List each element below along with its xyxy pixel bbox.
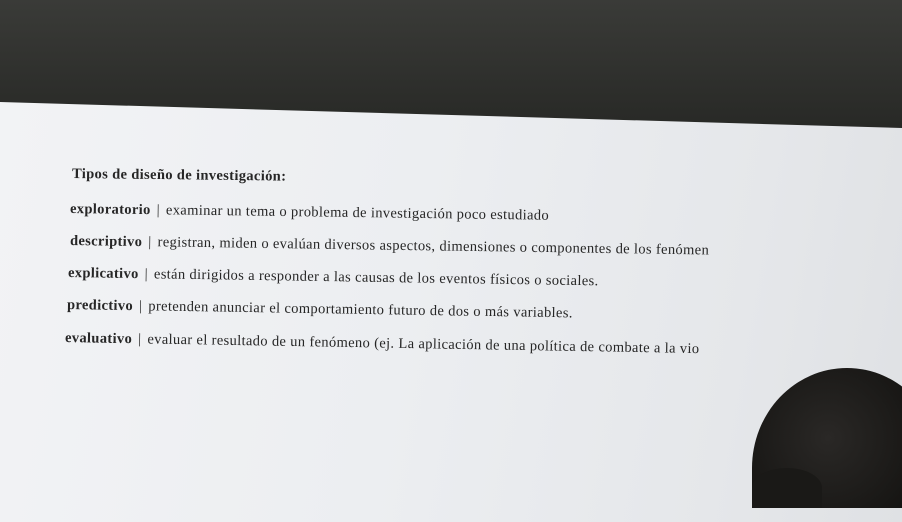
item-term: predictivo — [66, 297, 134, 315]
list-item-explicativo — [68, 265, 599, 290]
list-item-exploratorio — [70, 201, 549, 225]
item-separator: | — [137, 331, 142, 348]
list-item-evaluativo — [65, 330, 700, 358]
list-item-predictivo — [67, 297, 573, 322]
item-description: examinar un tema o problema de investigación poco estudiado — [165, 202, 550, 224]
item-term: explicativo — [67, 265, 139, 283]
item-separator: | — [138, 298, 143, 315]
item-description: registran, miden o evalúan diversos aspectos, dimensiones o componentes de los fenómen — [157, 234, 710, 259]
list-item-descriptivo — [70, 233, 709, 259]
item-term: evaluativo — [64, 330, 133, 348]
item-term: descriptivo — [69, 233, 143, 251]
item-term: exploratorio — [69, 201, 151, 219]
item-separator: | — [156, 202, 161, 219]
item-description: están dirigidos a responder a las causas de los eventos físicos o sociales. — [153, 266, 599, 290]
slide-title: Tipos de diseño de investigación: — [71, 166, 287, 185]
audience-hair-edge — [752, 468, 822, 508]
item-separator: | — [144, 266, 149, 283]
item-description: evaluar el resultado de un fenómeno (ej. La aplicación de una política de combate a la vio — [147, 331, 700, 358]
item-separator: | — [148, 234, 152, 251]
item-description: pretenden anunciar el comportamiento futuro de dos o más variables. — [148, 298, 573, 322]
